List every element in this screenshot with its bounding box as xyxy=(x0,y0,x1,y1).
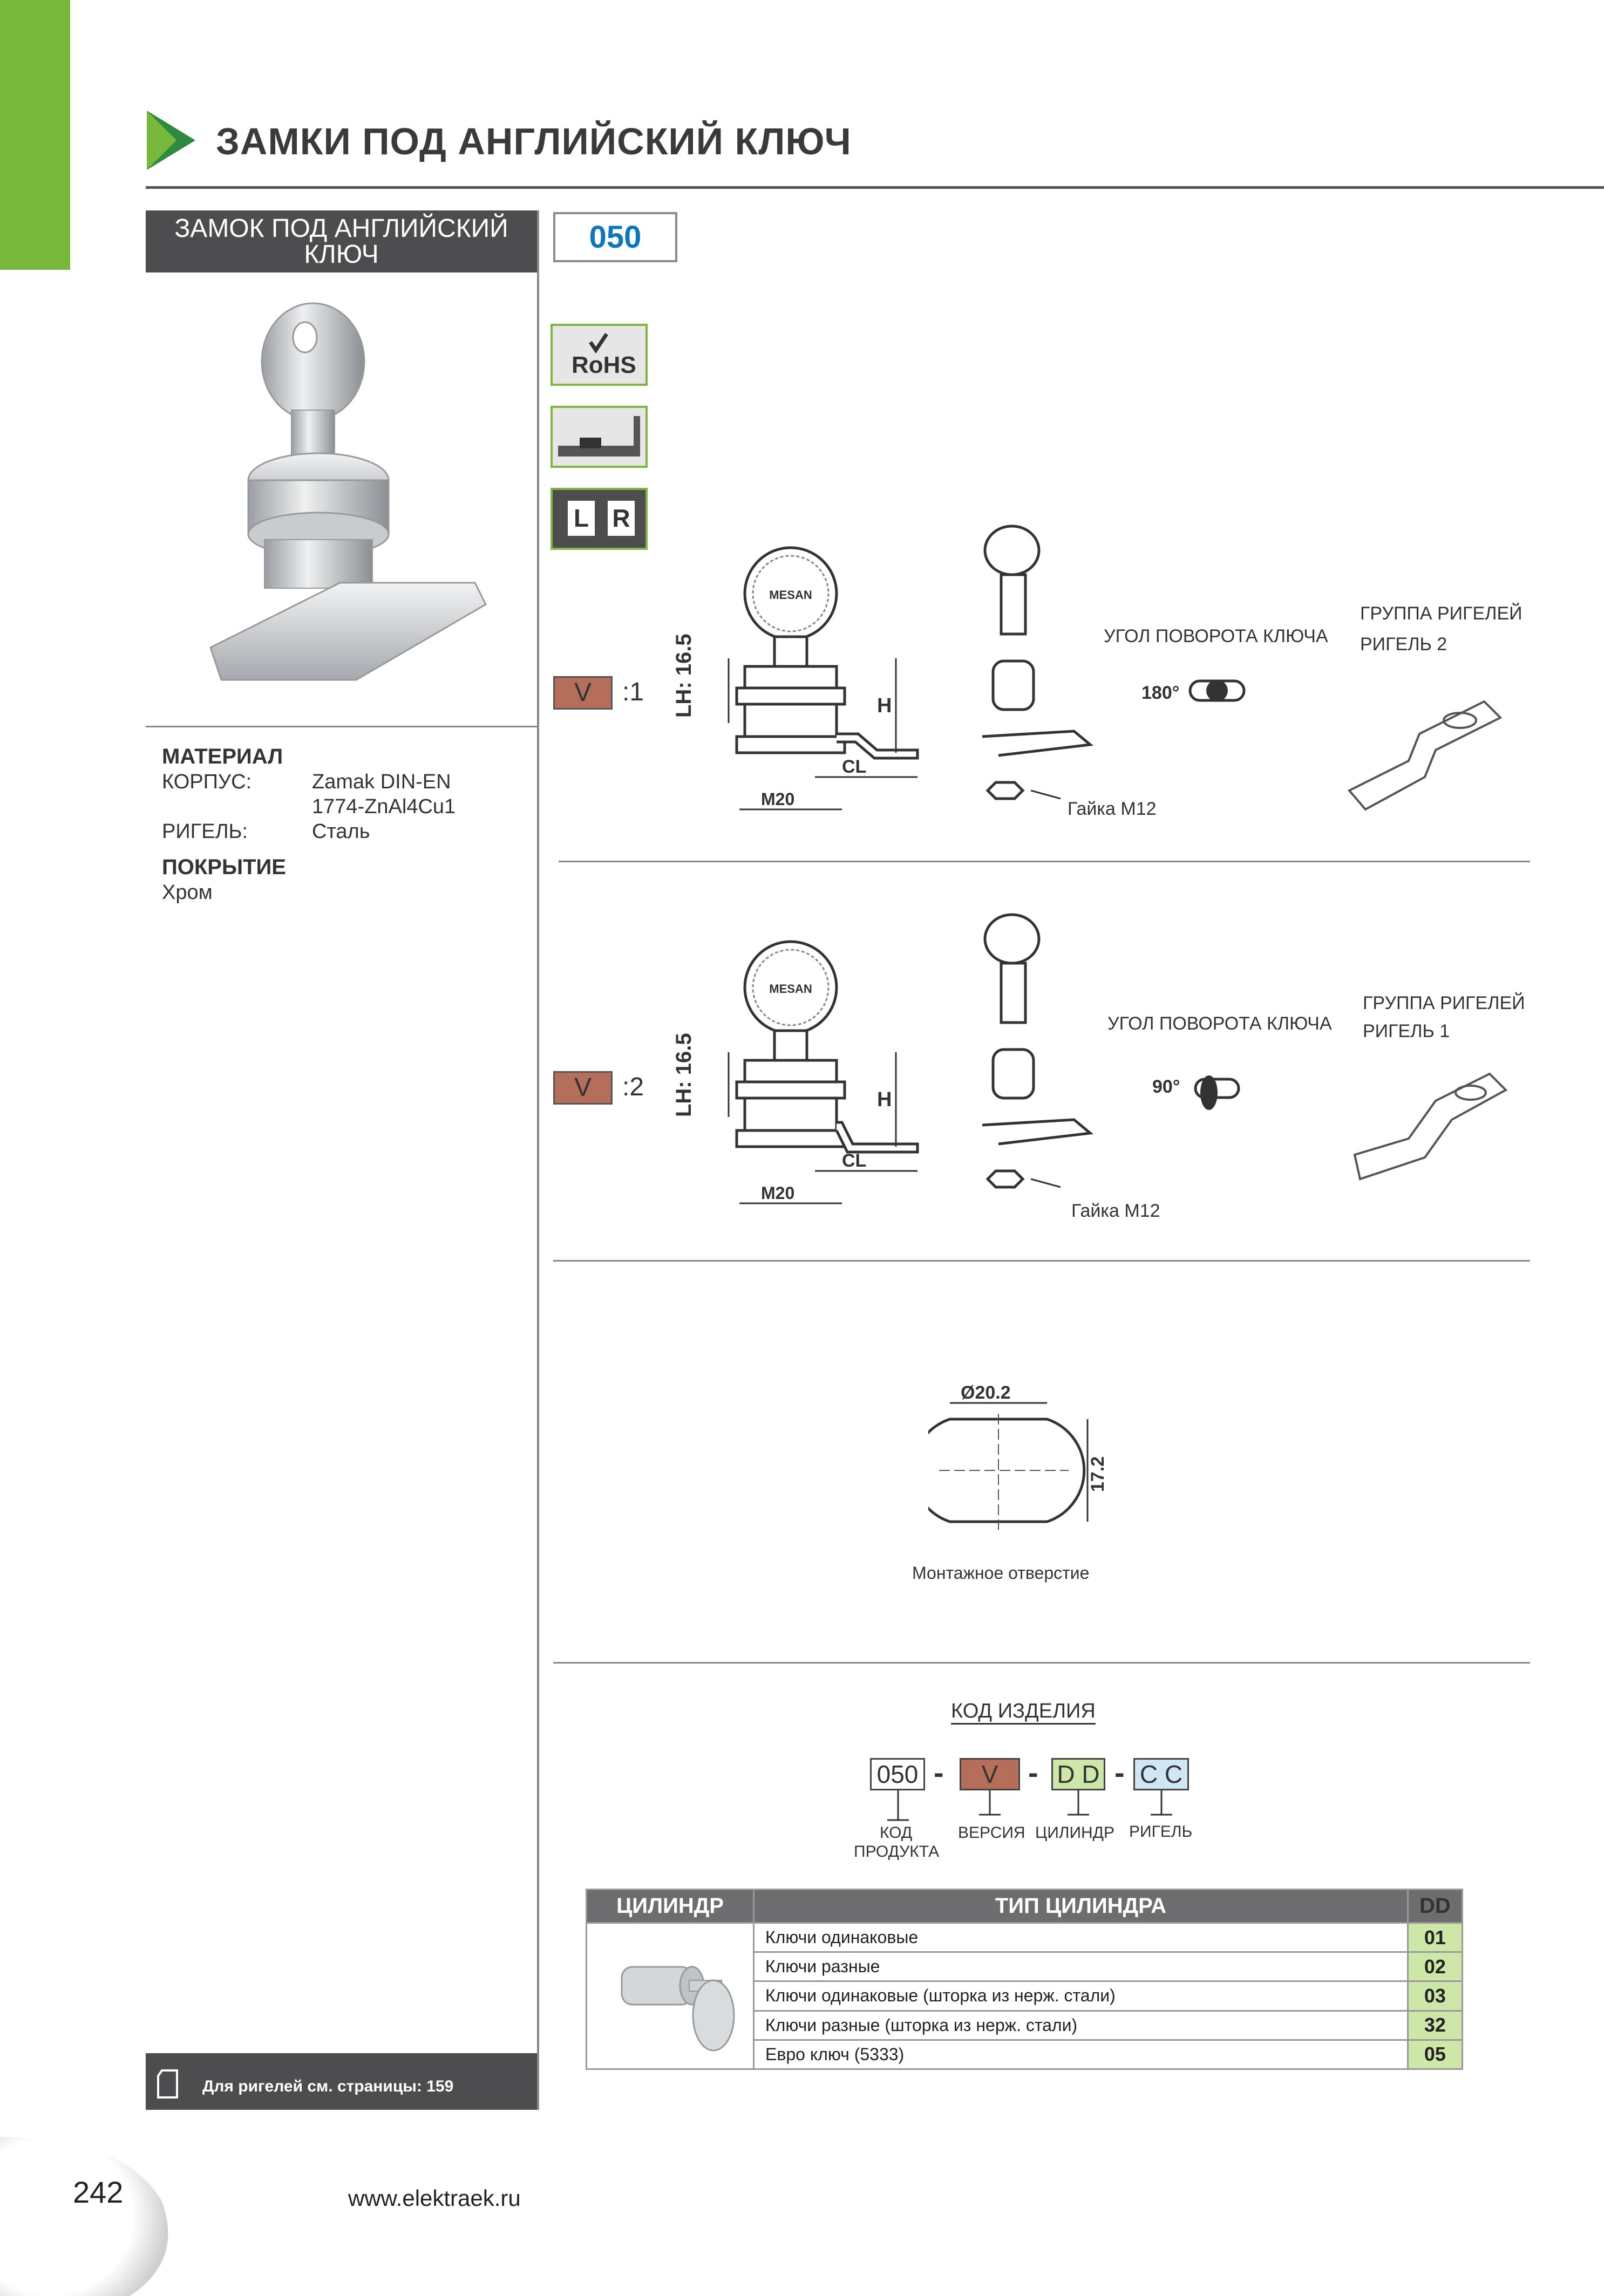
code-part-product: 050 xyxy=(870,1758,925,1790)
body-label: КОРПУС: xyxy=(162,771,252,793)
label-cylinder: ЦИЛИНДР xyxy=(1035,1824,1114,1842)
angle-value-1: 180° xyxy=(1141,683,1180,703)
height-dimension: 17.2 xyxy=(1088,1456,1108,1492)
label-bolt: РИГЕЛЬ xyxy=(1129,1823,1193,1841)
cylinder-photo-cell xyxy=(587,1923,754,2069)
lock-photo xyxy=(205,302,507,691)
table-cell-code: 05 xyxy=(1408,2040,1463,2069)
cl-dimension: CL xyxy=(842,1150,867,1171)
document-icon xyxy=(155,2068,182,2100)
panel-mount-icon xyxy=(550,406,648,468)
product-name-line2: КЛЮЧ xyxy=(304,240,379,269)
m20-dimension: M20 xyxy=(761,1183,795,1203)
bolt-group-value-2: РИГЕЛЬ 1 xyxy=(1363,1021,1450,1041)
material-title: МАТЕРИАЛ xyxy=(162,745,283,768)
key-brand: MESAN xyxy=(769,982,812,996)
cylinder-key-photo xyxy=(603,1924,738,2064)
rohs-label: RoHS xyxy=(572,352,636,378)
column-divider xyxy=(537,210,539,2110)
page-number: 242 xyxy=(73,2175,124,2209)
rohs-icon xyxy=(550,324,648,386)
table-cell-type: Ключи одинаковые (шторка из нерж. стали) xyxy=(754,1981,1408,2011)
m20-dimension: M20 xyxy=(761,789,795,809)
header-dd: DD xyxy=(1408,1890,1463,1923)
angle-title-2: УГОЛ ПОВОРОТА КЛЮЧА xyxy=(1107,1013,1332,1034)
mounting-hole-drawing xyxy=(928,1381,1112,1543)
bolt-label: РИГЕЛЬ: xyxy=(162,820,248,843)
mounting-caption: Монтажное отверстие xyxy=(912,1563,1090,1583)
label-code: КОД xyxy=(880,1824,913,1842)
product-name-line1: ЗАМОК ПОД АНГЛИЙСКИЙ xyxy=(174,214,508,243)
product-code-title: КОД ИЗДЕЛИЯ xyxy=(951,1700,1096,1725)
lh-dimension: LH: 16.5 xyxy=(672,1033,696,1117)
exploded-view-1 xyxy=(966,523,1171,815)
nut-label-1: Гайка M12 xyxy=(1068,799,1157,819)
rotation-180-icon xyxy=(1185,675,1249,707)
body-value-line2: 1774-ZnAl4Cu1 xyxy=(312,795,456,818)
code-part-version: V xyxy=(960,1758,1020,1790)
code-part-cylinder: D D xyxy=(1051,1758,1105,1790)
version-badge-2: V xyxy=(553,1071,613,1105)
bolt-group-value-1: РИГЕЛЬ 2 xyxy=(1360,634,1447,655)
cl-dimension: CL xyxy=(842,757,867,777)
body-value-line1: Zamak DIN-EN xyxy=(312,771,451,793)
header-type: ТИП ЦИЛИНДРА xyxy=(754,1890,1408,1923)
diameter-dimension: Ø20.2 xyxy=(961,1382,1011,1403)
table-cell-type: Ключи разные (шторка из нерж. стали) xyxy=(754,2011,1408,2040)
code-separator: - xyxy=(934,1755,944,1789)
header-cylinder: ЦИЛИНДР xyxy=(587,1890,754,1923)
table-cell-code: 02 xyxy=(1408,1952,1463,1981)
rotation-90-icon xyxy=(1193,1068,1241,1122)
table-row xyxy=(587,1923,1463,1952)
mounting-divider xyxy=(553,1662,1530,1664)
code-separator: - xyxy=(1028,1755,1038,1789)
technical-drawing-1 xyxy=(664,540,928,820)
code-separator: - xyxy=(1114,1755,1125,1789)
spec-divider xyxy=(146,726,537,727)
technical-drawing-2 xyxy=(664,934,928,1214)
cylinder-table xyxy=(586,1889,1463,2070)
bolt-group-title-2: ГРУППА РИГЕЛЕЙ xyxy=(1363,993,1525,1013)
table-cell-type: Евро ключ (5333) xyxy=(754,2040,1408,2069)
product-name-header xyxy=(146,210,537,272)
bolt-pages-note-text: Для ригелей см. страницы: 159 xyxy=(202,2077,454,2095)
angle-title-1: УГОЛ ПОВОРОТА КЛЮЧА xyxy=(1104,626,1328,646)
version-badge-1: V xyxy=(553,676,613,710)
variant-divider xyxy=(559,861,1530,862)
key-brand: MESAN xyxy=(769,588,812,602)
table-cell-type: Ключи разные xyxy=(754,1952,1408,1981)
table-cell-code: 01 xyxy=(1408,1923,1463,1952)
bolt-group-title-1: ГРУППА РИГЕЛЕЙ xyxy=(1360,603,1523,624)
code-connectors xyxy=(870,1790,1194,1823)
lh-dimension: LH: 16.5 xyxy=(672,633,696,718)
version-suffix-2: :2 xyxy=(622,1073,644,1101)
table-cell-type: Ключи одинаковые xyxy=(754,1923,1408,1952)
label-version: ВЕРСИЯ xyxy=(958,1824,1025,1842)
bolt-1-drawing xyxy=(1349,1068,1511,1198)
label-product: ПРОДУКТА xyxy=(854,1843,940,1861)
section-color-tab xyxy=(0,0,70,270)
left-label: L xyxy=(568,501,595,536)
coating-value: Хром xyxy=(162,881,213,904)
product-code-box: 050 xyxy=(553,212,677,262)
table-cell-code: 32 xyxy=(1408,2011,1463,2040)
variant-divider xyxy=(553,1260,1530,1262)
table-cell-code: 03 xyxy=(1408,1981,1463,2011)
chevron-right-icon xyxy=(147,111,195,170)
nut-label-2: Гайка M12 xyxy=(1071,1201,1160,1221)
page-title: ЗАМКИ ПОД АНГЛИЙСКИЙ КЛЮЧ xyxy=(216,120,852,162)
version-suffix-1: :1 xyxy=(622,678,644,706)
right-label: R xyxy=(608,501,635,536)
h-dimension: H xyxy=(877,1088,892,1111)
code-part-bolt: C C xyxy=(1133,1758,1189,1790)
title-divider xyxy=(146,186,1604,189)
coating-title: ПОКРЫТИЕ xyxy=(162,855,286,879)
angle-value-2: 90° xyxy=(1152,1077,1180,1097)
bolt-pages-note xyxy=(146,2053,537,2110)
h-dimension: H xyxy=(877,694,892,717)
website-link[interactable]: www.elektraek.ru xyxy=(348,2185,521,2211)
bolt-2-drawing xyxy=(1344,685,1511,820)
left-right-icon xyxy=(550,488,648,550)
bolt-value: Сталь xyxy=(312,820,370,843)
exploded-view-2 xyxy=(966,912,1171,1203)
